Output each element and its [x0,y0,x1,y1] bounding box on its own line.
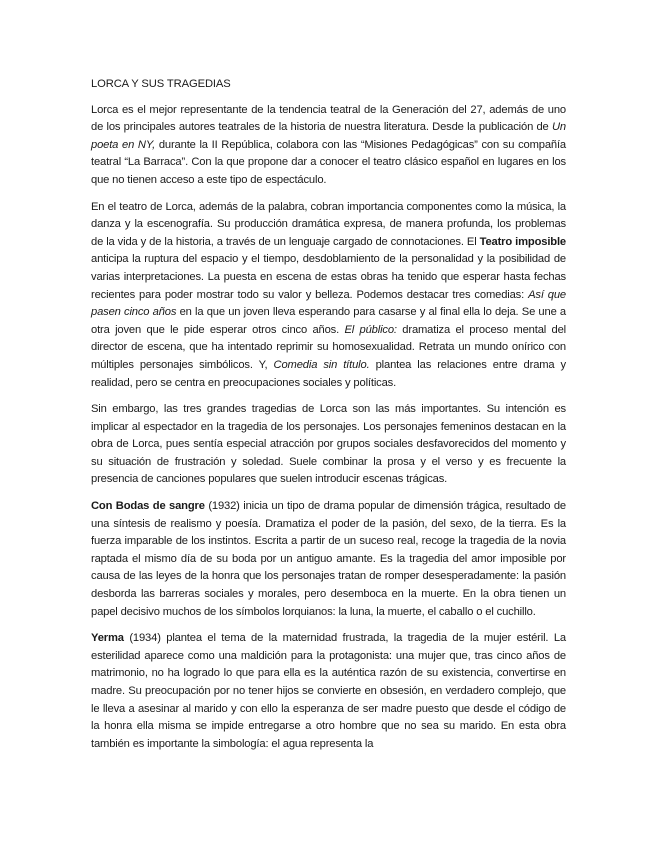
document-page [91,76,566,762]
work-title-asi-que-pasen: Así que pasen cinco años [91,288,566,319]
work-title-un-poeta-en-ny: Un poeta en NY, [91,121,566,151]
term-bodas-de-sangre: Con Bodas de sangre [91,500,205,513]
paragraph-yerma: Yerma (1934) plantea el tema de la maternidad frustrada, la tragedia de la mujer estéril. La esterilidad aparece como una maldición para la protagonista: una mujer que, tras cinco años de matrimonio, no ha logrado lo que para ella es la auténtica razón de su existencia, convertirse en madre. Su preocupación por no tener hijos se convierte en obsesión, en verdadero complejo, que le lleva a asesinar al marido y con ello la esperanza de ser madre puesto que desde el código de la honra ella misma se impide entregarse a otro hombre que no sea su marido. En esta obra también es importante la simbología: el agua representa la [91,632,566,750]
document-title: LORCA Y SUS TRAGEDIAS [91,78,231,90]
paragraph-intro: Lorca es el mejor representante de la tendencia teatral de la Generación del 27, además de uno de los principales autores teatrales de la historia de nuestra literatura. Desde la publicación de Un poeta en NY, durante la II República, colabora con las “Misiones Pedagógicas” con su compañía teatral “La Barraca”. Con la que propone dar a conocer el teatro clásico español en lugares en los que no tienen acceso a este tipo de espectáculo. [91,103,567,186]
paragraph-tragedias: Sin embargo, las tres grandes tragedias de Lorca son las más importantes. Su intención es implicar al espectador en la tragedia de los personajes. Los personajes femeninos destacan en la obra de Lorca, pues sentía especial atracción por grupos sociales desfavorecidos del momento y su situación de frustración y soledad. Suele combinar la prosa y el verso y es frecuente la presencia de canciones populares que suelen introducir escenas trágicas. [91,403,566,486]
paragraph-bodas-de-sangre: Con Bodas de sangre (1932) inicia un tipo de drama popular de dimensión trágica, resultado de una síntesis de realismo y poesía. Dramatiza el poder de la pasión, del sexo, de la tierra. Es la fuerza imparable de los instintos. Escrita a partir de un suceso real, recoge la tragedia de la novia raptada el mismo día de su boda por un antiguo amante. Es la tragedia del amor imposible por causa de las leyes de la honra que los personajes tratan de romper desesperadamente: la pasión desborda las barreras sociales y morales, pero desemboca en la muerte. En la obra tienen un papel decisivo muchos de los símbolos lorquianos: la luna, la muerte, el caballo o el cuchillo. [91,500,566,618]
work-title-comedia-sin-titulo: Comedia sin título. [273,358,370,371]
paragraph-teatro: En el teatro de Lorca, además de la palabra, cobran importancia componentes como la música, la danza y la escenografía. Su producción dramática expresa, de manera profunda, los problemas de la vida y de la historia, a través de un lenguaje cargado de connotaciones. El Teatro imposible anticipa la ruptura del espacio y el tiempo, desdoblamiento de la personalidad y la posibilidad de varias interpretaciones. La puesta en escena de estas obras ha tenido que esperar hasta fechas recientes para poder mostrar todo su valor y belleza. Podemos destacar tres comedias: Así que pasen cinco años en la que un joven lleva esperando para casarse y al final ella lo deja. Se une a otra joven que le pide esperar otros cinco años. El público: dramatiza el proceso mental del director de escena, que ha intentado reprimir su homosexualidad. Retrata un mundo onírico con múltiples personajes simbólicos. Y, Comedia sin título. plantea las relaciones entre drama y realidad, pero se centra en preocupaciones sociales y políticas. [91,200,567,389]
work-title-el-publico: El público: [344,323,397,336]
term-yerma: Yerma [91,632,124,645]
term-teatro-imposible: Teatro imposible [479,235,566,248]
